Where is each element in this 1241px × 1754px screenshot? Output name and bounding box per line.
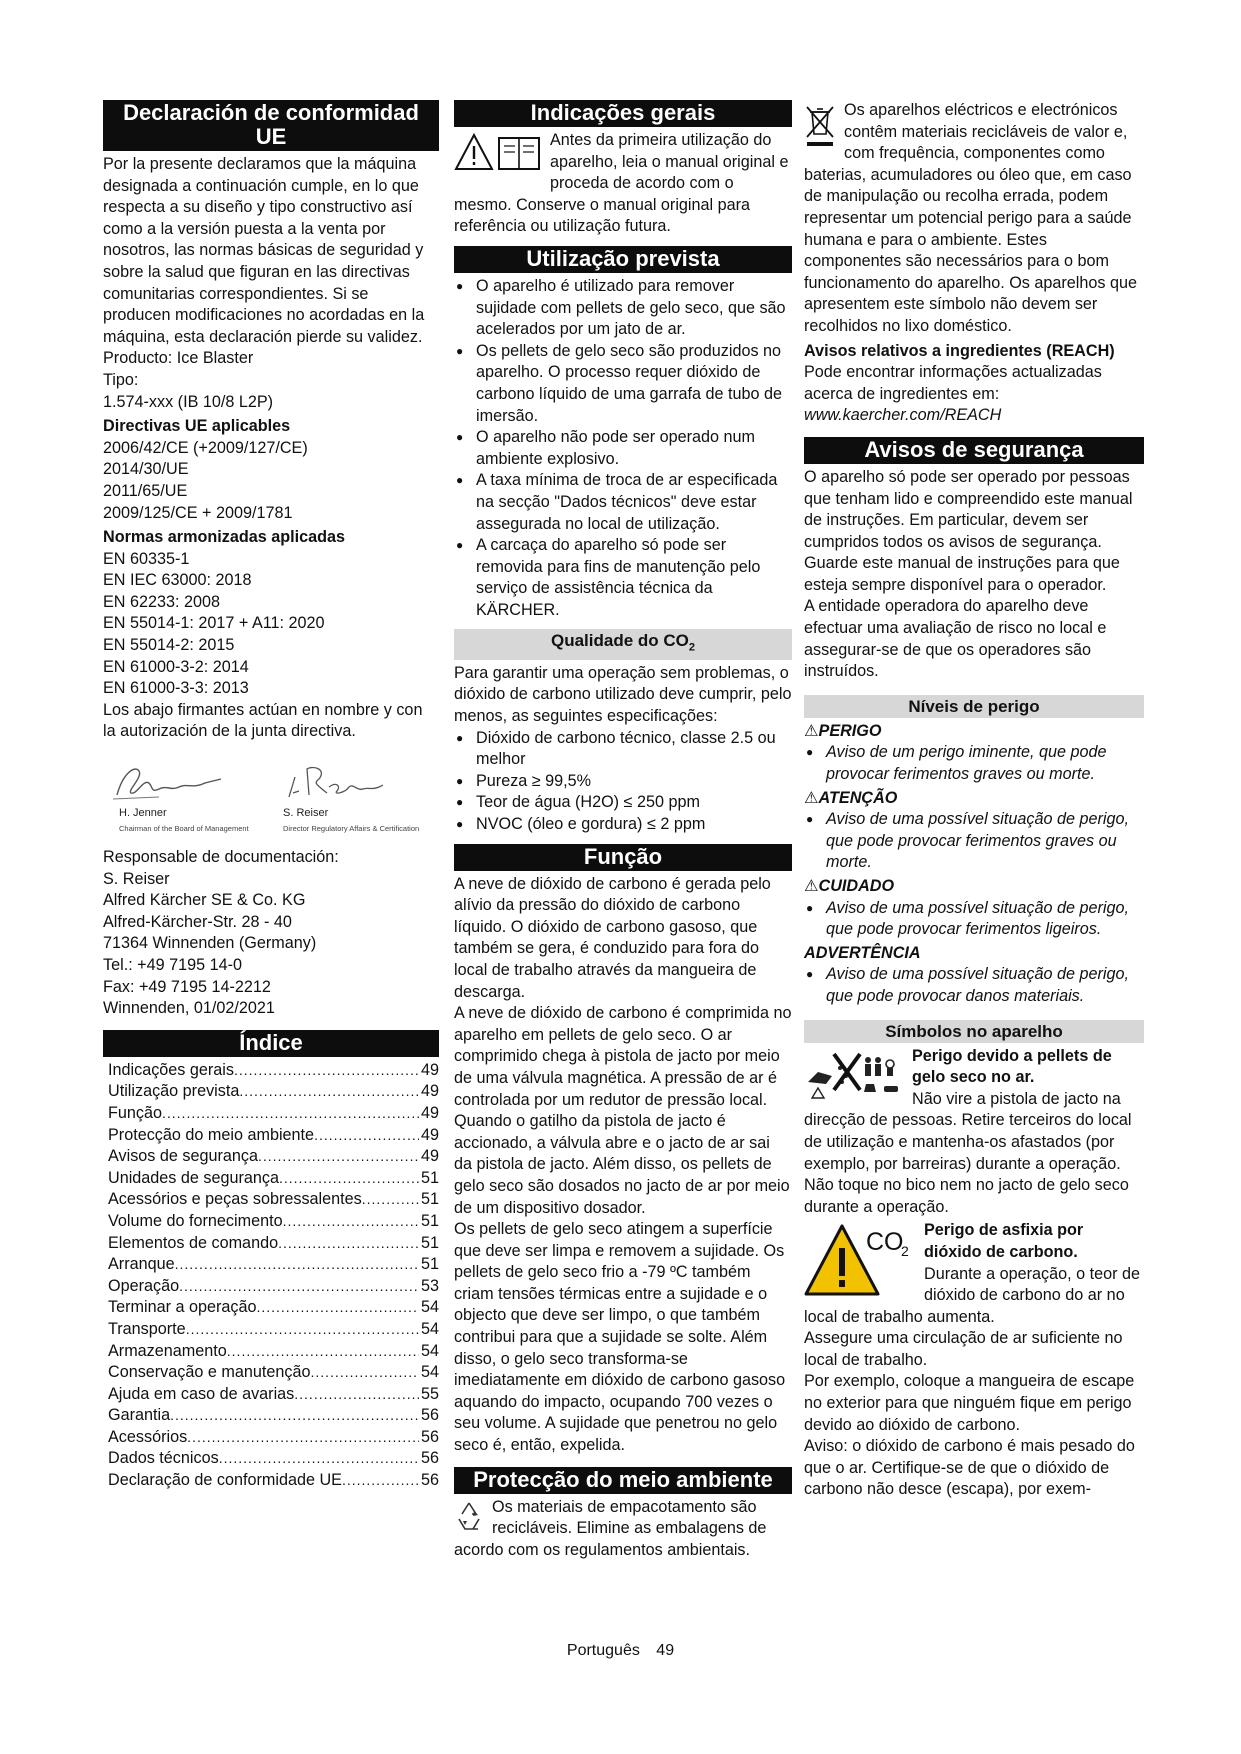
co2-spec-item: ● NVOC (óleo e gordura) ≤ 2 ppm: [454, 814, 792, 836]
norm-item: EN 60335-1: [103, 549, 190, 568]
toc-entry[interactable]: Declaração de conformidade UE ..... 56: [108, 1470, 439, 1492]
asphyxiation-text: Durante a operação, o teor de dióxido de carbono do ar no local de trabalho aumenta.: [804, 1264, 1140, 1326]
pellet-hazard-icon: [804, 1048, 904, 1100]
norm-item: EN 55014-2: 2015: [103, 636, 235, 655]
co2-spec-list: [454, 728, 792, 836]
toc-entry[interactable]: Garantia ..... 56: [108, 1405, 439, 1427]
hazard-label: ATENÇÃO: [818, 788, 898, 807]
recycling-icon: [454, 1499, 484, 1533]
hazard-level: [804, 788, 1144, 874]
contact-line: Responsable de documentación:: [103, 848, 339, 867]
signature-jenner-icon: [109, 761, 229, 803]
use-item: ● A carcaça do aparelho só pode ser removida para fins de manutenção pelo serviço de assistência técnica da KÄRCHER.: [454, 535, 792, 621]
symbols-title: Símbolos no aparelho: [804, 1020, 1144, 1043]
safety-para: O aparelho só pode ser operado por pessoas que tenham lido e compreendido este manual de instruções. Em particular, devem ser cumpridos todos os avisos de segurança.: [804, 467, 1133, 551]
environment-text: Os materiais de empacotamento são recicláveis. Elimine as embalagens de acordo com os regulamentos ambientais.: [454, 1497, 767, 1559]
hazard-text: ● Aviso de uma possível situação de perigo, que pode provocar ferimentos ligeiros.: [804, 898, 1144, 941]
use-list: [454, 276, 792, 622]
reach-link[interactable]: www.kaercher.com/REACH: [804, 406, 1002, 425]
co2-sign-subscript: 2: [901, 1243, 909, 1260]
norm-item: EN 55014-1: 2017 + A11: 2020: [103, 614, 325, 633]
toc-entry[interactable]: Dados técnicos ..... 56: [108, 1448, 439, 1470]
toc-entry[interactable]: Transporte ..... 54: [108, 1319, 439, 1341]
safety-para: A entidade operadora do aparelho deve efectuar uma avaliação de risco no local e assegurar-se de que os operadores são instruídos.: [804, 597, 1107, 681]
contact-line: Alfred Kärcher SE & Co. KG: [103, 891, 306, 910]
contact-line: Winnenden, 01/02/2021: [103, 999, 275, 1018]
function-para: A neve de dióxido de carbono é gerada pelo alívio da pressão do dióxido de carbono líquido. O dióxido de carbono gasoso, que também se gera, é conduzido para fora do local de trabalho através da mangueira de descarga.: [454, 874, 771, 1001]
signature2-role: Director Regulatory Affairs & Certification: [283, 824, 420, 834]
norms-heading: Normas armonizadas aplicadas: [103, 528, 346, 547]
hazard-text: ● Aviso de uma possível situação de perigo, que pode provocar ferimentos graves ou morte.: [804, 809, 1144, 874]
signature1-role: Chairman of the Board of Management: [119, 824, 249, 834]
toc-entry[interactable]: Ajuda em caso de avarias ..... 55: [108, 1384, 439, 1406]
product-line: Producto: Ice Blaster: [103, 349, 254, 368]
column-middle: [454, 100, 792, 1561]
use-item: ● O aparelho não pode ser operado num ambiente explosivo.: [454, 427, 792, 470]
page-footer: [0, 1642, 1241, 1660]
toc-entry[interactable]: Arranque ..... 51: [108, 1254, 439, 1276]
hazard-label: PERIGO: [818, 721, 882, 740]
toc-entry[interactable]: Protecção do meio ambiente ..... 49: [108, 1125, 439, 1147]
table-of-contents: [103, 1060, 439, 1492]
declaration-intro: Por la presente declaramos que la máquina designada a continuación cumple, en lo que respecta a su diseño y tipo constructivo así como a la versión puesta a la venta por nosotros, las normas básicas de seguridad y sobre la salud que figuran en las directivas comunitarias correspondientes. Si se producen modificaciones no acordadas en la máquina, esta declaración pierde su validez.: [103, 155, 425, 346]
hazard-level: [804, 721, 1144, 786]
type-label: Tipo:: [103, 370, 139, 389]
asphyxiation-para: Assegure uma circulação de ar suficiente no local de trabalho.: [804, 1329, 1123, 1369]
hazard-label: CUIDADO: [818, 877, 895, 895]
co2-warning-icon: [804, 1222, 916, 1298]
weee-section: [804, 100, 1144, 338]
hazard-text: ● Aviso de um perigo iminente, que pode provocar ferimentos graves ou morte.: [804, 742, 1144, 785]
function-para: A neve de dióxido de carbono é comprimida no aparelho em pellets de gelo seco. O ar comprimido chega à pistola de jacto por meio de uma válvula magnética. A pressão de ar é controlada por um redutor de pressão local. Quando o gatilho da pistola de jacto é accionado, a válvula abre e o jacto de ar sai da pistola de jacto. Além disso, os pellets de gelo seco são dosados no jacto de ar por meio de um dispositivo dosador.: [454, 1004, 792, 1217]
warning-triangle-icon: ⚠: [804, 788, 819, 807]
use-item: ● O aparelho é utilizado para remover sujidade com pellets de gelo seco, que são acelerados por um jato de ar.: [454, 276, 792, 341]
use-item: ● A taxa mínima de troca de ar especificada na secção "Dados técnicos" deve estar assegurada no local de utilização.: [454, 470, 792, 535]
weee-text: Os aparelhos eléctricos e electrónicos contêm materiais recicláveis de valor e, com frequência, componentes como baterias, acumuladores ou óleo que, em caso de manipulação ou recolha errada, podem representar um potencial perigo para a saúde humana e para o ambiente. Estes componentes são necessários para o bom funcionamento do aparelho. Os aparelhos que apresentem este símbolo não devem ser recolhidos no lixo doméstico.: [804, 101, 1137, 335]
hazard-level: [804, 876, 1144, 941]
directive-item: 2009/125/CE + 2009/1781: [103, 503, 293, 522]
hazard-text: ● Aviso de uma possível situação de perigo, que pode provocar danos materiais.: [804, 964, 1144, 1007]
toc-entry[interactable]: Acessórios ..... 56: [108, 1427, 439, 1449]
signature1-name: H. Jenner: [119, 807, 167, 820]
function-title: Função: [454, 844, 792, 871]
co2-spec-item: ● Dióxido de carbono técnico, classe 2.5 ou melhor: [454, 728, 792, 771]
co2-intro: Para garantir uma operação sem problemas, o dióxido de carbono utilizado deve cumprir, pelo menos, as seguintes especificações:: [454, 663, 792, 726]
hazard-label: ADVERTÊNCIA: [804, 943, 921, 962]
asphyxiation-para: Por exemplo, coloque a mangueira de escape no exterior para que ninguém fique em perigo devido ao dióxido de carbono.: [804, 1372, 1135, 1434]
use-item: ● Os pellets de gelo seco são produzidos no aparelho. O processo requer dióxido de carbono líquido de uma garrafa de tubo de imersão.: [454, 341, 792, 427]
co2-quality-title: Qualidade do $CO_2$: [454, 629, 792, 659]
pellet-heading: Perigo devido a pellets de gelo seco no ar.: [912, 1046, 1112, 1087]
reach-paragraph: [804, 362, 1144, 427]
toc-entry[interactable]: Função ..... 49: [108, 1103, 439, 1125]
pellet-symbol-section: [804, 1046, 1144, 1219]
contact-line: Fax: +49 7195 14-2212: [103, 977, 271, 996]
directive-item: 2006/42/CE (+2009/127/CE): [103, 438, 308, 457]
toc-entry[interactable]: Operação ..... 53: [108, 1276, 439, 1298]
toc-entry[interactable]: Elementos de comando ..... 51: [108, 1233, 439, 1255]
toc-entry[interactable]: Utilização prevista ..... 49: [108, 1081, 439, 1103]
directive-item: 2014/30/UE: [103, 460, 189, 479]
signatories-note: Los abajo firmantes actúan en nombre y con la autorización de la junta directiva.: [103, 700, 423, 741]
directive-item: 2011/65/UE: [103, 481, 188, 500]
signatures-block: [103, 761, 439, 839]
toc-entry[interactable]: Unidades de segurança ..... 51: [108, 1168, 439, 1190]
asphyxiation-symbol-section: [804, 1220, 1144, 1501]
norms-list: [103, 549, 439, 700]
column-left: [103, 100, 439, 1492]
hazard-levels-title: Níveis de perigo: [804, 695, 1144, 718]
directives-heading: Directivas UE aplicables: [103, 417, 291, 436]
toc-entry[interactable]: Volume do fornecimento ..... 51: [108, 1211, 439, 1233]
toc-entry[interactable]: Avisos de segurança ..... 49: [108, 1146, 439, 1168]
toc-entry[interactable]: Armazenamento ..... 54: [108, 1341, 439, 1363]
reach-text: Pode encontrar informações actualizadas acerca de ingredientes em:: [804, 363, 1102, 403]
contact-block: [103, 847, 439, 1020]
column-right: [804, 100, 1144, 1501]
function-para: Os pellets de gelo seco atingem a superfície que deve ser limpa e removem a sujidade. Os pellets de gelo seco frio a -79 ºC também criam tensões térmicas entre a sujidade e o objecto que deve ser limpo, o que também contribui para que a sujidade se solte. Além disso, o gelo seco transforma-se imediatamente em dióxido de carbono gasoso aquando do impacto, ocupando 700 vezes o seu volume. A sujidade que penetrou no gelo seco é, então, expelida.: [454, 1220, 786, 1455]
toc-entry[interactable]: Acessórios e peças sobressalentes ..... 51: [108, 1189, 439, 1211]
contact-line: S. Reiser: [103, 869, 170, 888]
toc-entry[interactable]: Terminar a operação ..... 54: [108, 1297, 439, 1319]
safety-title: Avisos de segurança: [804, 437, 1144, 464]
environment-section: [454, 1497, 792, 1562]
norm-item: EN IEC 63000: 2018: [103, 571, 252, 590]
type-value: 1.574-xxx (IB 10/8 L2P): [103, 392, 274, 411]
co2-sign-text: CO: [866, 1228, 904, 1257]
co2-spec-item: ● Pureza ≥ 99,5%: [454, 771, 792, 793]
environment-title: Protecção do meio ambiente: [454, 1467, 792, 1494]
reach-heading: Avisos relativos a ingredientes (REACH): [804, 341, 1115, 360]
signature-reiser-icon: [283, 763, 393, 803]
pellet-text: Não vire a pistola de jacto na direcção de pessoas. Retire terceiros do local de utilização e mantenha-os afastados (por exemplo, por barreiras) durante a operação. Não toque no bico nem no jacto de gelo seco durante a operação.: [804, 1089, 1132, 1216]
asphyxiation-heading: Perigo de asfixia por dióxido de carbono.: [924, 1221, 1084, 1261]
norm-item: EN 62233: 2008: [103, 592, 221, 611]
norm-item: EN 61000-3-3: 2013: [103, 679, 249, 698]
use-title: Utilização prevista: [454, 246, 792, 273]
warning-triangle-icon: ⚠: [804, 721, 819, 740]
page-number: 49: [656, 1642, 675, 1659]
footer-language: Português: [566, 1642, 640, 1659]
declaration-title: Declaración de conformidad UE: [103, 100, 439, 151]
general-title: Indicações gerais: [454, 100, 792, 127]
contact-line: Alfred-Kärcher-Str. 28 - 40: [103, 912, 292, 931]
directives-list: [103, 438, 439, 524]
general-text: Antes da primeira utilização do aparelho, leia o manual original e proceda de acordo com o mesmo. Conserve o manual original para referência ou utilização futura.: [454, 131, 789, 236]
safety-para: Guarde este manual de instruções para que esteja sempre disponível para o operador.: [804, 554, 1120, 594]
contact-line: Tel.: +49 7195 14-0: [103, 956, 243, 974]
signature2-name: S. Reiser: [283, 807, 329, 820]
norm-item: EN 61000-3-2: 2014: [103, 657, 249, 676]
hazard-level: [804, 943, 1144, 1008]
toc-entry[interactable]: Indicações gerais ..... 49: [108, 1060, 439, 1082]
crossed-bin-icon: [804, 104, 836, 148]
warning-triangle-icon: ⚠: [804, 877, 819, 895]
co2-spec-item: ● Teor de água (H2O) ≤ 250 ppm: [454, 792, 792, 814]
toc-entry[interactable]: Conservação e manutenção ..... 54: [108, 1362, 439, 1384]
warning-manual-icon: [454, 132, 542, 172]
general-section: [454, 130, 792, 238]
asphyxiation-para: Aviso: o dióxido de carbono é mais pesado do que o ar. Certifique-se de que o dióxido de carbono não desce (escapa), por exem-: [804, 1437, 1135, 1499]
contact-line: 71364 Winnenden (Germany): [103, 934, 317, 953]
index-title: Índice: [103, 1030, 439, 1057]
